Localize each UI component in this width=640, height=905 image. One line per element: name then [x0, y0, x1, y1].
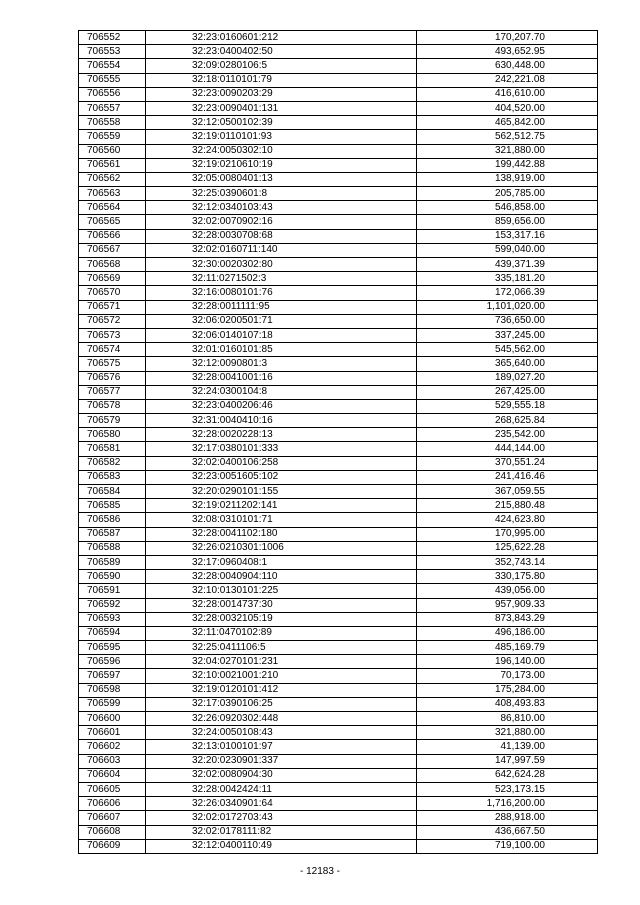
- row-id-cell: 706583: [79, 470, 146, 484]
- amount-cell: 170,207.70: [417, 31, 598, 45]
- cadastral-number-cell: 32:20:0290101:155: [146, 485, 417, 499]
- table-row: [79, 626, 598, 640]
- amount-cell: 859,656.00: [417, 215, 598, 229]
- table-row: [79, 215, 598, 229]
- cadastral-number-cell: 32:02:0172703:43: [146, 811, 417, 825]
- cadastral-number-cell: 32:28:0042424:11: [146, 782, 417, 796]
- cadastral-number-cell: 32:26:0210301:1006: [146, 541, 417, 555]
- row-id-cell: 706590: [79, 570, 146, 584]
- row-id-cell: 706608: [79, 825, 146, 839]
- table-row: [79, 87, 598, 101]
- table-row: [79, 598, 598, 612]
- amount-cell: 267,425.00: [417, 385, 598, 399]
- amount-cell: 424,623.80: [417, 513, 598, 527]
- amount-cell: 70,173.00: [417, 669, 598, 683]
- cadastral-number-cell: 32:06:0140107:18: [146, 328, 417, 342]
- table-row: [79, 470, 598, 484]
- amount-cell: 436,667.50: [417, 825, 598, 839]
- row-id-cell: 706572: [79, 314, 146, 328]
- row-id-cell: 706589: [79, 555, 146, 569]
- cadastral-number-cell: 32:20:0230901:337: [146, 754, 417, 768]
- amount-cell: 719,100.00: [417, 839, 598, 853]
- table-row: [79, 697, 598, 711]
- table-row: [79, 59, 598, 73]
- cadastral-number-cell: 32:06:0200501:71: [146, 314, 417, 328]
- row-id-cell: 706564: [79, 201, 146, 215]
- amount-cell: 529,555.18: [417, 399, 598, 413]
- row-id-cell: 706606: [79, 797, 146, 811]
- row-id-cell: 706607: [79, 811, 146, 825]
- table-row: [79, 768, 598, 782]
- cadastral-number-cell: 32:01:0160101:85: [146, 343, 417, 357]
- amount-cell: 189,027.20: [417, 371, 598, 385]
- row-id-cell: 706575: [79, 357, 146, 371]
- table-row: [79, 343, 598, 357]
- cadastral-number-cell: 32:12:0500102:39: [146, 116, 417, 130]
- row-id-cell: 706595: [79, 641, 146, 655]
- table-row: [79, 158, 598, 172]
- row-id-cell: 706552: [79, 31, 146, 45]
- amount-cell: 367,059.55: [417, 485, 598, 499]
- cadastral-number-cell: 32:18:0110101:79: [146, 73, 417, 87]
- row-id-cell: 706582: [79, 456, 146, 470]
- amount-cell: 352,743.14: [417, 555, 598, 569]
- amount-cell: 205,785.00: [417, 187, 598, 201]
- table-row: [79, 570, 598, 584]
- row-id-cell: 706565: [79, 215, 146, 229]
- row-id-cell: 706554: [79, 59, 146, 73]
- table-row: [79, 442, 598, 456]
- cadastral-number-cell: 32:04:0270101:231: [146, 655, 417, 669]
- cadastral-number-cell: 32:02:0178111:82: [146, 825, 417, 839]
- row-id-cell: 706567: [79, 243, 146, 257]
- row-id-cell: 706563: [79, 187, 146, 201]
- table-row: [79, 371, 598, 385]
- amount-cell: 41,139.00: [417, 740, 598, 754]
- row-id-cell: 706555: [79, 73, 146, 87]
- row-id-cell: 706570: [79, 286, 146, 300]
- amount-cell: 416,610.00: [417, 87, 598, 101]
- cadastral-number-cell: 32:23:0160601:212: [146, 31, 417, 45]
- amount-cell: 199,442.88: [417, 158, 598, 172]
- amount-cell: 736,650.00: [417, 314, 598, 328]
- cadastral-number-cell: 32:24:0300104:8: [146, 385, 417, 399]
- amount-cell: 546,858.00: [417, 201, 598, 215]
- cadastral-number-cell: 32:19:0211202:141: [146, 499, 417, 513]
- table-row: [79, 428, 598, 442]
- row-id-cell: 706557: [79, 101, 146, 115]
- row-id-cell: 706585: [79, 499, 146, 513]
- amount-cell: 235,542.00: [417, 428, 598, 442]
- table-row: [79, 328, 598, 342]
- cadastral-number-cell: 32:13:0100101:97: [146, 740, 417, 754]
- cadastral-number-cell: 32:23:0400402:50: [146, 45, 417, 59]
- cadastral-number-cell: 32:28:0041102:180: [146, 527, 417, 541]
- table-row: [79, 712, 598, 726]
- table-row: [79, 513, 598, 527]
- amount-cell: 545,562.00: [417, 343, 598, 357]
- amount-cell: 330,175.80: [417, 570, 598, 584]
- amount-cell: 444,144.00: [417, 442, 598, 456]
- cadastral-number-cell: 32:31:0040410:16: [146, 414, 417, 428]
- table-row: [79, 414, 598, 428]
- cadastral-number-cell: 32:12:0090801:3: [146, 357, 417, 371]
- cadastral-number-cell: 32:28:0014737:30: [146, 598, 417, 612]
- table-row: [79, 797, 598, 811]
- table-row: [79, 683, 598, 697]
- amount-cell: 465,842.00: [417, 116, 598, 130]
- cadastral-number-cell: 32:26:0340901:64: [146, 797, 417, 811]
- row-id-cell: 706602: [79, 740, 146, 754]
- cadastral-number-cell: 32:09:0280106:5: [146, 59, 417, 73]
- amount-cell: 288,918.00: [417, 811, 598, 825]
- row-id-cell: 706566: [79, 229, 146, 243]
- amount-cell: 485,169.79: [417, 641, 598, 655]
- cadastral-number-cell: 32:19:0110101:93: [146, 130, 417, 144]
- table-row: [79, 612, 598, 626]
- row-id-cell: 706603: [79, 754, 146, 768]
- amount-cell: 370,551.24: [417, 456, 598, 470]
- table-row: [79, 101, 598, 115]
- table-row: [79, 726, 598, 740]
- cadastral-number-cell: 32:02:0080904:30: [146, 768, 417, 782]
- cadastral-number-cell: 32:02:0400106:258: [146, 456, 417, 470]
- amount-cell: 138,919.00: [417, 172, 598, 186]
- cadastral-number-cell: 32:19:0120101:412: [146, 683, 417, 697]
- table-row: [79, 825, 598, 839]
- row-id-cell: 706560: [79, 144, 146, 158]
- row-id-cell: 706596: [79, 655, 146, 669]
- row-id-cell: 706569: [79, 272, 146, 286]
- table-row: [79, 258, 598, 272]
- table-row: [79, 754, 598, 768]
- cadastral-number-cell: 32:05:0080401:13: [146, 172, 417, 186]
- table-row: [79, 300, 598, 314]
- cadastral-number-cell: 32:23:0090203:29: [146, 87, 417, 101]
- table-row: [79, 485, 598, 499]
- table-row: [79, 655, 598, 669]
- cadastral-number-cell: 32:23:0051605:102: [146, 470, 417, 484]
- amount-cell: 439,371.39: [417, 258, 598, 272]
- amount-cell: 562,512.75: [417, 130, 598, 144]
- table-row: [79, 811, 598, 825]
- cadastral-number-cell: 32:25:0390601:8: [146, 187, 417, 201]
- row-id-cell: 706600: [79, 712, 146, 726]
- row-id-cell: 706581: [79, 442, 146, 456]
- amount-cell: 404,520.00: [417, 101, 598, 115]
- amount-cell: 335,181.20: [417, 272, 598, 286]
- row-id-cell: 706604: [79, 768, 146, 782]
- table-row: [79, 31, 598, 45]
- amount-cell: 242,221.08: [417, 73, 598, 87]
- row-id-cell: 706586: [79, 513, 146, 527]
- cadastral-number-cell: 32:23:0400206:46: [146, 399, 417, 413]
- row-id-cell: 706574: [79, 343, 146, 357]
- amount-cell: 523,173.15: [417, 782, 598, 796]
- row-id-cell: 706601: [79, 726, 146, 740]
- cadastral-number-cell: 32:24:0050108:43: [146, 726, 417, 740]
- table-row: [79, 641, 598, 655]
- amount-cell: 1,716,200.00: [417, 797, 598, 811]
- cadastral-number-cell: 32:19:0210610:19: [146, 158, 417, 172]
- cadastral-number-cell: 32:28:0032105:19: [146, 612, 417, 626]
- cadastral-number-cell: 32:12:0400110:49: [146, 839, 417, 853]
- cadastral-number-cell: 32:25:0411106:5: [146, 641, 417, 655]
- cadastral-value-table: [78, 30, 598, 854]
- amount-cell: 241,416.46: [417, 470, 598, 484]
- cadastral-number-cell: 32:24:0050302:10: [146, 144, 417, 158]
- cadastral-number-cell: 32:10:0021001:210: [146, 669, 417, 683]
- row-id-cell: 706594: [79, 626, 146, 640]
- table-row: [79, 584, 598, 598]
- cadastral-number-cell: 32:02:0160711:140: [146, 243, 417, 257]
- table-row: [79, 201, 598, 215]
- table-row: [79, 385, 598, 399]
- row-id-cell: 706553: [79, 45, 146, 59]
- amount-cell: 337,245.00: [417, 328, 598, 342]
- row-id-cell: 706571: [79, 300, 146, 314]
- amount-cell: 170,995.00: [417, 527, 598, 541]
- amount-cell: 321,880.00: [417, 144, 598, 158]
- amount-cell: 175,284.00: [417, 683, 598, 697]
- table-row: [79, 130, 598, 144]
- amount-cell: 1,101,020.00: [417, 300, 598, 314]
- amount-cell: 630,448.00: [417, 59, 598, 73]
- cadastral-number-cell: 32:10:0130101:225: [146, 584, 417, 598]
- cadastral-number-cell: 32:12:0340103:43: [146, 201, 417, 215]
- table-row: [79, 45, 598, 59]
- row-id-cell: 706578: [79, 399, 146, 413]
- row-id-cell: 706598: [79, 683, 146, 697]
- amount-cell: 599,040.00: [417, 243, 598, 257]
- cadastral-number-cell: 32:30:0020302:80: [146, 258, 417, 272]
- amount-cell: 493,652.95: [417, 45, 598, 59]
- row-id-cell: 706588: [79, 541, 146, 555]
- table-row: [79, 541, 598, 555]
- row-id-cell: 706579: [79, 414, 146, 428]
- row-id-cell: 706609: [79, 839, 146, 853]
- amount-cell: 439,056.00: [417, 584, 598, 598]
- row-id-cell: 706562: [79, 172, 146, 186]
- amount-cell: 153,317.16: [417, 229, 598, 243]
- table-row: [79, 782, 598, 796]
- page-number: - 12183 -: [299, 866, 341, 877]
- row-id-cell: 706576: [79, 371, 146, 385]
- row-id-cell: 706591: [79, 584, 146, 598]
- cadastral-number-cell: 32:11:0470102:89: [146, 626, 417, 640]
- table-row: [79, 286, 598, 300]
- table-row: [79, 187, 598, 201]
- row-id-cell: 706599: [79, 697, 146, 711]
- amount-cell: 147,997.59: [417, 754, 598, 768]
- row-id-cell: 706573: [79, 328, 146, 342]
- cadastral-number-cell: 32:28:0020228:13: [146, 428, 417, 442]
- row-id-cell: 706597: [79, 669, 146, 683]
- row-id-cell: 706587: [79, 527, 146, 541]
- cadastral-number-cell: 32:02:0070902:16: [146, 215, 417, 229]
- row-id-cell: 706577: [79, 385, 146, 399]
- cadastral-number-cell: 32:28:0011111:95: [146, 300, 417, 314]
- amount-cell: 215,880.48: [417, 499, 598, 513]
- table-row: [79, 399, 598, 413]
- amount-cell: 268,625.84: [417, 414, 598, 428]
- row-id-cell: 706605: [79, 782, 146, 796]
- cadastral-number-cell: 32:28:0041001:16: [146, 371, 417, 385]
- row-id-cell: 706561: [79, 158, 146, 172]
- cadastral-number-cell: 32:28:0040904:110: [146, 570, 417, 584]
- table-row: [79, 357, 598, 371]
- row-id-cell: 706580: [79, 428, 146, 442]
- amount-cell: 196,140.00: [417, 655, 598, 669]
- table-row: [79, 527, 598, 541]
- cadastral-number-cell: 32:17:0960408:1: [146, 555, 417, 569]
- table-row: [79, 172, 598, 186]
- table-row: [79, 229, 598, 243]
- table-row: [79, 555, 598, 569]
- cadastral-number-cell: 32:17:0380101:333: [146, 442, 417, 456]
- cadastral-number-cell: 32:11:0271502:3: [146, 272, 417, 286]
- cadastral-number-cell: 32:08:0310101:71: [146, 513, 417, 527]
- cadastral-number-cell: 32:17:0390106:25: [146, 697, 417, 711]
- row-id-cell: 706568: [79, 258, 146, 272]
- row-id-cell: 706584: [79, 485, 146, 499]
- cadastral-number-cell: 32:16:0080101:76: [146, 286, 417, 300]
- row-id-cell: 706592: [79, 598, 146, 612]
- amount-cell: 642,624.28: [417, 768, 598, 782]
- table-row: [79, 314, 598, 328]
- table-row: [79, 73, 598, 87]
- table-row: [79, 272, 598, 286]
- table-row: [79, 243, 598, 257]
- row-id-cell: 706593: [79, 612, 146, 626]
- amount-cell: 125,622.28: [417, 541, 598, 555]
- row-id-cell: 706559: [79, 130, 146, 144]
- amount-cell: 496,186.00: [417, 626, 598, 640]
- row-id-cell: 706556: [79, 87, 146, 101]
- table-row: [79, 116, 598, 130]
- amount-cell: 172,066.39: [417, 286, 598, 300]
- row-id-cell: 706558: [79, 116, 146, 130]
- table-body: [79, 31, 598, 854]
- table-row: [79, 456, 598, 470]
- table-row: [79, 144, 598, 158]
- amount-cell: 86,810.00: [417, 712, 598, 726]
- cadastral-number-cell: 32:23:0090401:131: [146, 101, 417, 115]
- amount-cell: 957,909.33: [417, 598, 598, 612]
- table-row: [79, 839, 598, 853]
- table-row: [79, 499, 598, 513]
- amount-cell: 873,843.29: [417, 612, 598, 626]
- cadastral-number-cell: 32:28:0030708:68: [146, 229, 417, 243]
- table-row: [79, 669, 598, 683]
- amount-cell: 408,493.83: [417, 697, 598, 711]
- cadastral-number-cell: 32:26:0920302:448: [146, 712, 417, 726]
- table-row: [79, 740, 598, 754]
- amount-cell: 365,640.00: [417, 357, 598, 371]
- amount-cell: 321,880.00: [417, 726, 598, 740]
